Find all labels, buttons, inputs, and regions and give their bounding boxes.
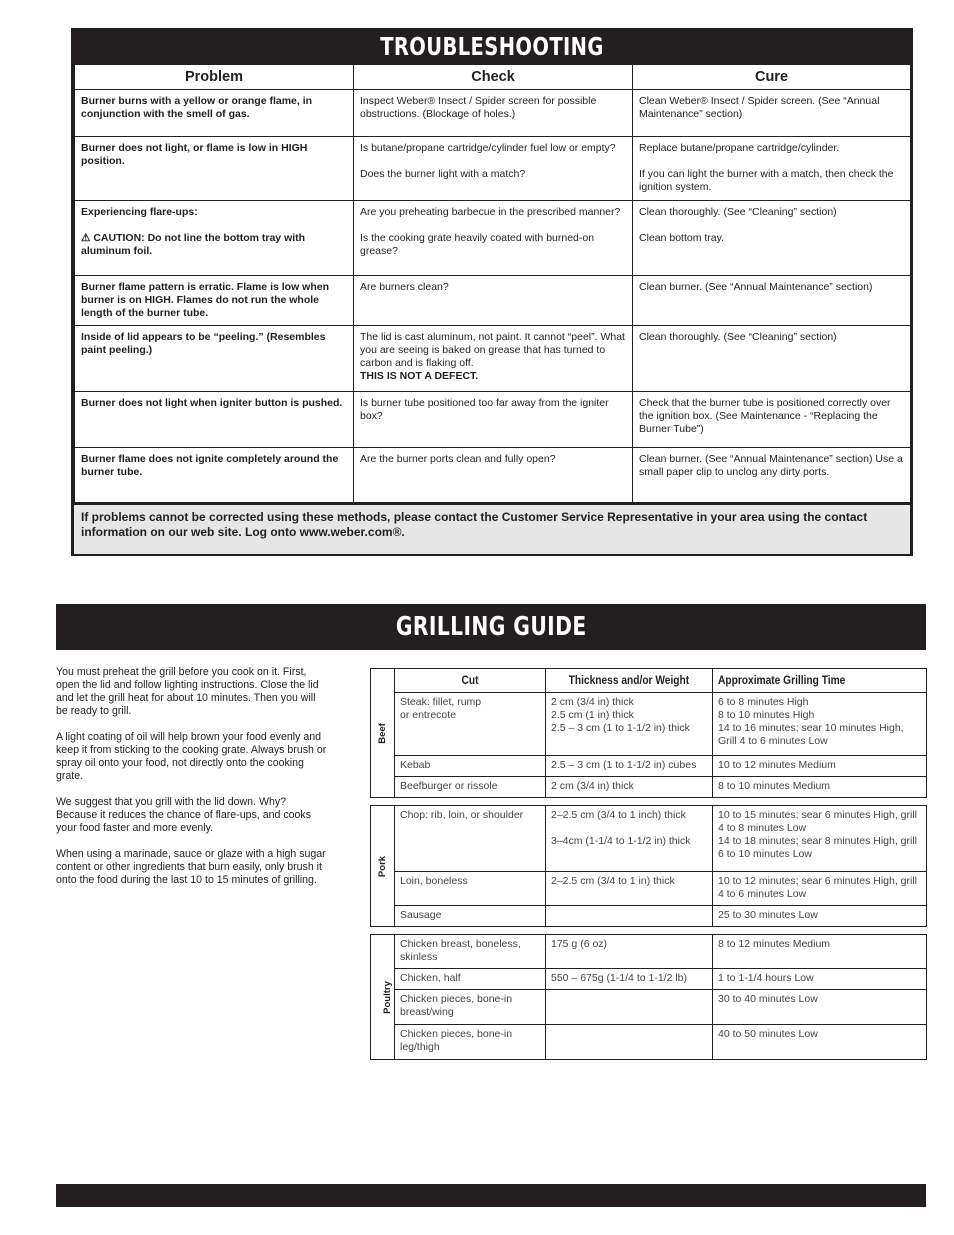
cure-cell: [633, 276, 911, 326]
footer-bar: [56, 1184, 926, 1207]
problem-cell: [75, 326, 354, 392]
cure-cell: [633, 392, 911, 448]
cut-cell: Beefburger or rissole: [395, 777, 546, 798]
troubleshooting-row: [75, 448, 911, 503]
thickness-cell: 2–2.5 cm (3/4 to 1 in) thick: [546, 872, 713, 906]
time-cell: 8 to 10 minutes Medium: [713, 777, 927, 798]
troubleshooting-row: [75, 276, 911, 326]
problem-cell: [75, 392, 354, 448]
cure-cell: [633, 90, 911, 137]
time-cell: 30 to 40 minutes Low: [713, 990, 927, 1025]
time-cell: 10 to 12 minutes; sear 6 minutes High, grill 4 to 6 minutes Low: [713, 872, 927, 906]
grilling-row: [371, 969, 927, 990]
check-text: Is burner tube positioned too far away from the igniter box?: [360, 397, 609, 422]
check-text: Does the burner light with a match?: [360, 168, 526, 180]
troubleshooting-row: [75, 201, 911, 276]
header-check: Check: [354, 65, 633, 90]
thickness-cell: 2–2.5 cm (3/4 to 1 inch) thick 3–4cm (1-1/4 to 1-1/2 in) thick: [546, 806, 713, 872]
cure-text: Replace butane/propane cartridge/cylinder.: [639, 142, 840, 154]
cure-text: Clean thoroughly. (See “Cleaning” section): [639, 206, 837, 218]
check-text: Is butane/propane cartridge/cylinder fuel low or empty?: [360, 142, 616, 154]
grilling-row: [371, 1025, 927, 1060]
header-problem: Problem: [75, 65, 354, 90]
problem-cell: [75, 201, 354, 276]
grilling-row: [371, 935, 927, 969]
cut-cell: Sausage: [395, 906, 546, 927]
grilling-row: [371, 990, 927, 1025]
cure-text: Clean thoroughly. (See “Cleaning” section): [639, 331, 837, 343]
check-cell: [354, 90, 633, 137]
section-label-beef: Beef: [371, 669, 395, 798]
check-text: Are burners clean?: [360, 281, 449, 293]
cure-text: Clean burner. (See “Annual Maintenance” section): [639, 281, 873, 293]
grilling-guide-banner: [56, 604, 926, 650]
problem-cell: [75, 448, 354, 503]
cut-cell: Kebab: [395, 756, 546, 777]
problem-text: Burner does not light when igniter button is pushed.: [81, 397, 343, 409]
cut-cell: Chicken pieces, bone-in breast/wing: [395, 990, 546, 1025]
cure-cell: [633, 137, 911, 201]
section-label-poultry: Poultry: [371, 935, 395, 1060]
thickness-cell: 550 – 675g (1-1/4 to 1-1/2 lb): [546, 969, 713, 990]
grilling-row: [371, 906, 927, 927]
defect-note: THIS IS NOT A DEFECT.: [360, 370, 479, 382]
thickness-cell: 2.5 – 3 cm (1 to 1-1/2 in) cubes: [546, 756, 713, 777]
troubleshooting-footer-note: If problems cannot be corrected using these methods, please contact the Customer Service Representative in your area using the contact information on our web site. Log onto www.weber.com®.: [74, 505, 910, 554]
intro-paragraph: A light coating of oil will help brown your food evenly and keep it from sticking to the cooking grate. Always brush or spray oil onto your food, not directly onto the cooking grate.: [56, 731, 327, 782]
check-cell: [354, 448, 633, 503]
cure-cell: [633, 326, 911, 392]
check-cell: [354, 392, 633, 448]
time-cell: 6 to 8 minutes High 8 to 10 minutes High 14 to 16 minutes; sear 10 minutes High, Grill 4 to 6 minutes Low: [713, 693, 927, 756]
intro-paragraph: When using a marinade, sauce or glaze with a high sugar content or other ingredients that burn easily, only brush it onto the food during the last 10 to 15 minutes of grilling.: [56, 848, 326, 886]
grilling-intro: [56, 666, 328, 900]
cut-cell: Steak: fillet, rump or entrecote: [395, 693, 546, 756]
problem-text: Inside of lid appears to be “peeling.” (Resembles paint peeling.): [81, 331, 326, 356]
cut-cell: Chicken pieces, bone-in leg/thigh: [395, 1025, 546, 1060]
header-cut: Cut: [395, 669, 546, 693]
intro-paragraph: You must preheat the grill before you cook on it. First, open the lid and follow lighting instructions. Close the lid and let the grill heat for about 10 minutes. Then you will be ready to grill.: [56, 666, 319, 717]
check-text: Is the cooking grate heavily coated with burned-on grease?: [360, 232, 595, 257]
header-cure: Cure: [633, 65, 911, 90]
thickness-cell: 175 g (6 oz): [546, 935, 713, 969]
grilling-row: [371, 777, 927, 798]
grilling-table-beef: [370, 668, 927, 798]
problem-cell: [75, 276, 354, 326]
problem-text: Burner flame pattern is erratic. Flame is low when burner is on HIGH. Flames do not run the whole length of the burner tube.: [81, 281, 329, 319]
cure-text: If you can light the burner with a match, then check the ignition system.: [639, 168, 894, 193]
grilling-row: [371, 693, 927, 756]
grilling-row: [371, 872, 927, 906]
check-text: The lid is cast aluminum, not paint. It cannot “peel”. What you are seeing is baked on grease that has turned to carbon and is flaking off.: [360, 331, 625, 369]
troubleshooting-row: [75, 392, 911, 448]
problem-cell: [75, 90, 354, 137]
thickness-cell: [546, 990, 713, 1025]
time-cell: 25 to 30 minutes Low: [713, 906, 927, 927]
troubleshooting-row: [75, 326, 911, 392]
problem-cell: [75, 137, 354, 201]
thickness-cell: 2 cm (3/4 in) thick 2.5 cm (1 in) thick 2.5 – 3 cm (1 to 1-1/2 in) thick: [546, 693, 713, 756]
time-cell: 40 to 50 minutes Low: [713, 1025, 927, 1060]
check-cell: [354, 326, 633, 392]
problem-text: ⚠ CAUTION: Do not line the bottom tray with aluminum foil.: [81, 232, 306, 257]
check-cell: [354, 137, 633, 201]
grilling-row: [371, 806, 927, 872]
thickness-cell: [546, 1025, 713, 1060]
header-thickness: Thickness and/or Weight: [546, 669, 713, 693]
grilling-table-pork: [370, 805, 927, 927]
troubleshooting-section: [71, 28, 913, 556]
cut-cell: Chop: rib, loin, or shoulder: [395, 806, 546, 872]
cure-text: Clean Weber® Insect / Spider screen. (See “Annual Maintenance” section): [639, 95, 880, 120]
problem-text: Burner does not light, or flame is low in HIGH position.: [81, 142, 308, 167]
header-time: Approximate Grilling Time: [713, 669, 927, 693]
intro-paragraph: We suggest that you grill with the lid down. Why? Because it reduces the chance of flare-ups, and cooks your food faster and more evenly.: [56, 796, 311, 834]
time-cell: 8 to 12 minutes Medium: [713, 935, 927, 969]
cut-cell: Loin, boneless: [395, 872, 546, 906]
time-cell: 10 to 12 minutes Medium: [713, 756, 927, 777]
check-text: Inspect Weber® Insect / Spider screen for possible obstructions. (Blockage of holes.): [360, 95, 597, 120]
thickness-cell: 2 cm (3/4 in) thick: [546, 777, 713, 798]
problem-text: Burner burns with a yellow or orange flame, in conjunction with the smell of gas.: [81, 95, 313, 120]
cure-text: Clean bottom tray.: [639, 232, 725, 244]
troubleshooting-row: [75, 137, 911, 201]
troubleshooting-table: [74, 64, 911, 503]
cure-cell: [633, 201, 911, 276]
cut-cell: Chicken breast, boneless, skinless: [395, 935, 546, 969]
time-cell: 1 to 1-1/4 hours Low: [713, 969, 927, 990]
check-cell: [354, 276, 633, 326]
grilling-table-poultry: [370, 934, 927, 1060]
section-label-pork: Pork: [371, 806, 395, 927]
check-text: Are the burner ports clean and fully open?: [360, 453, 556, 465]
cure-text: Clean burner. (See “Annual Maintenance” section) Use a small paper clip to unclog any dirty ports.: [639, 453, 903, 478]
problem-text: Burner flame does not ignite completely around the burner tube.: [81, 453, 339, 478]
grilling-guide-title: GRILLING GUIDE: [395, 612, 587, 642]
grilling-row: [371, 756, 927, 777]
troubleshooting-title: TROUBLESHOOTING: [380, 31, 604, 61]
check-text: Are you preheating barbecue in the prescribed manner?: [360, 206, 621, 218]
cure-text: Check that the burner tube is positioned correctly over the ignition box. (See Maintenance - “Replacing the Burner Tube”): [639, 397, 891, 435]
thickness-cell: [546, 906, 713, 927]
cut-cell: Chicken, half: [395, 969, 546, 990]
check-cell: [354, 201, 633, 276]
problem-text: Experiencing flare-ups:: [81, 206, 198, 218]
troubleshooting-row: [75, 90, 911, 137]
time-cell: 10 to 15 minutes; sear 6 minutes High, grill 4 to 8 minutes Low 14 to 18 minutes; sear 8 minutes High, grill 6 to 10 minutes Low: [713, 806, 927, 872]
cure-cell: [633, 448, 911, 503]
